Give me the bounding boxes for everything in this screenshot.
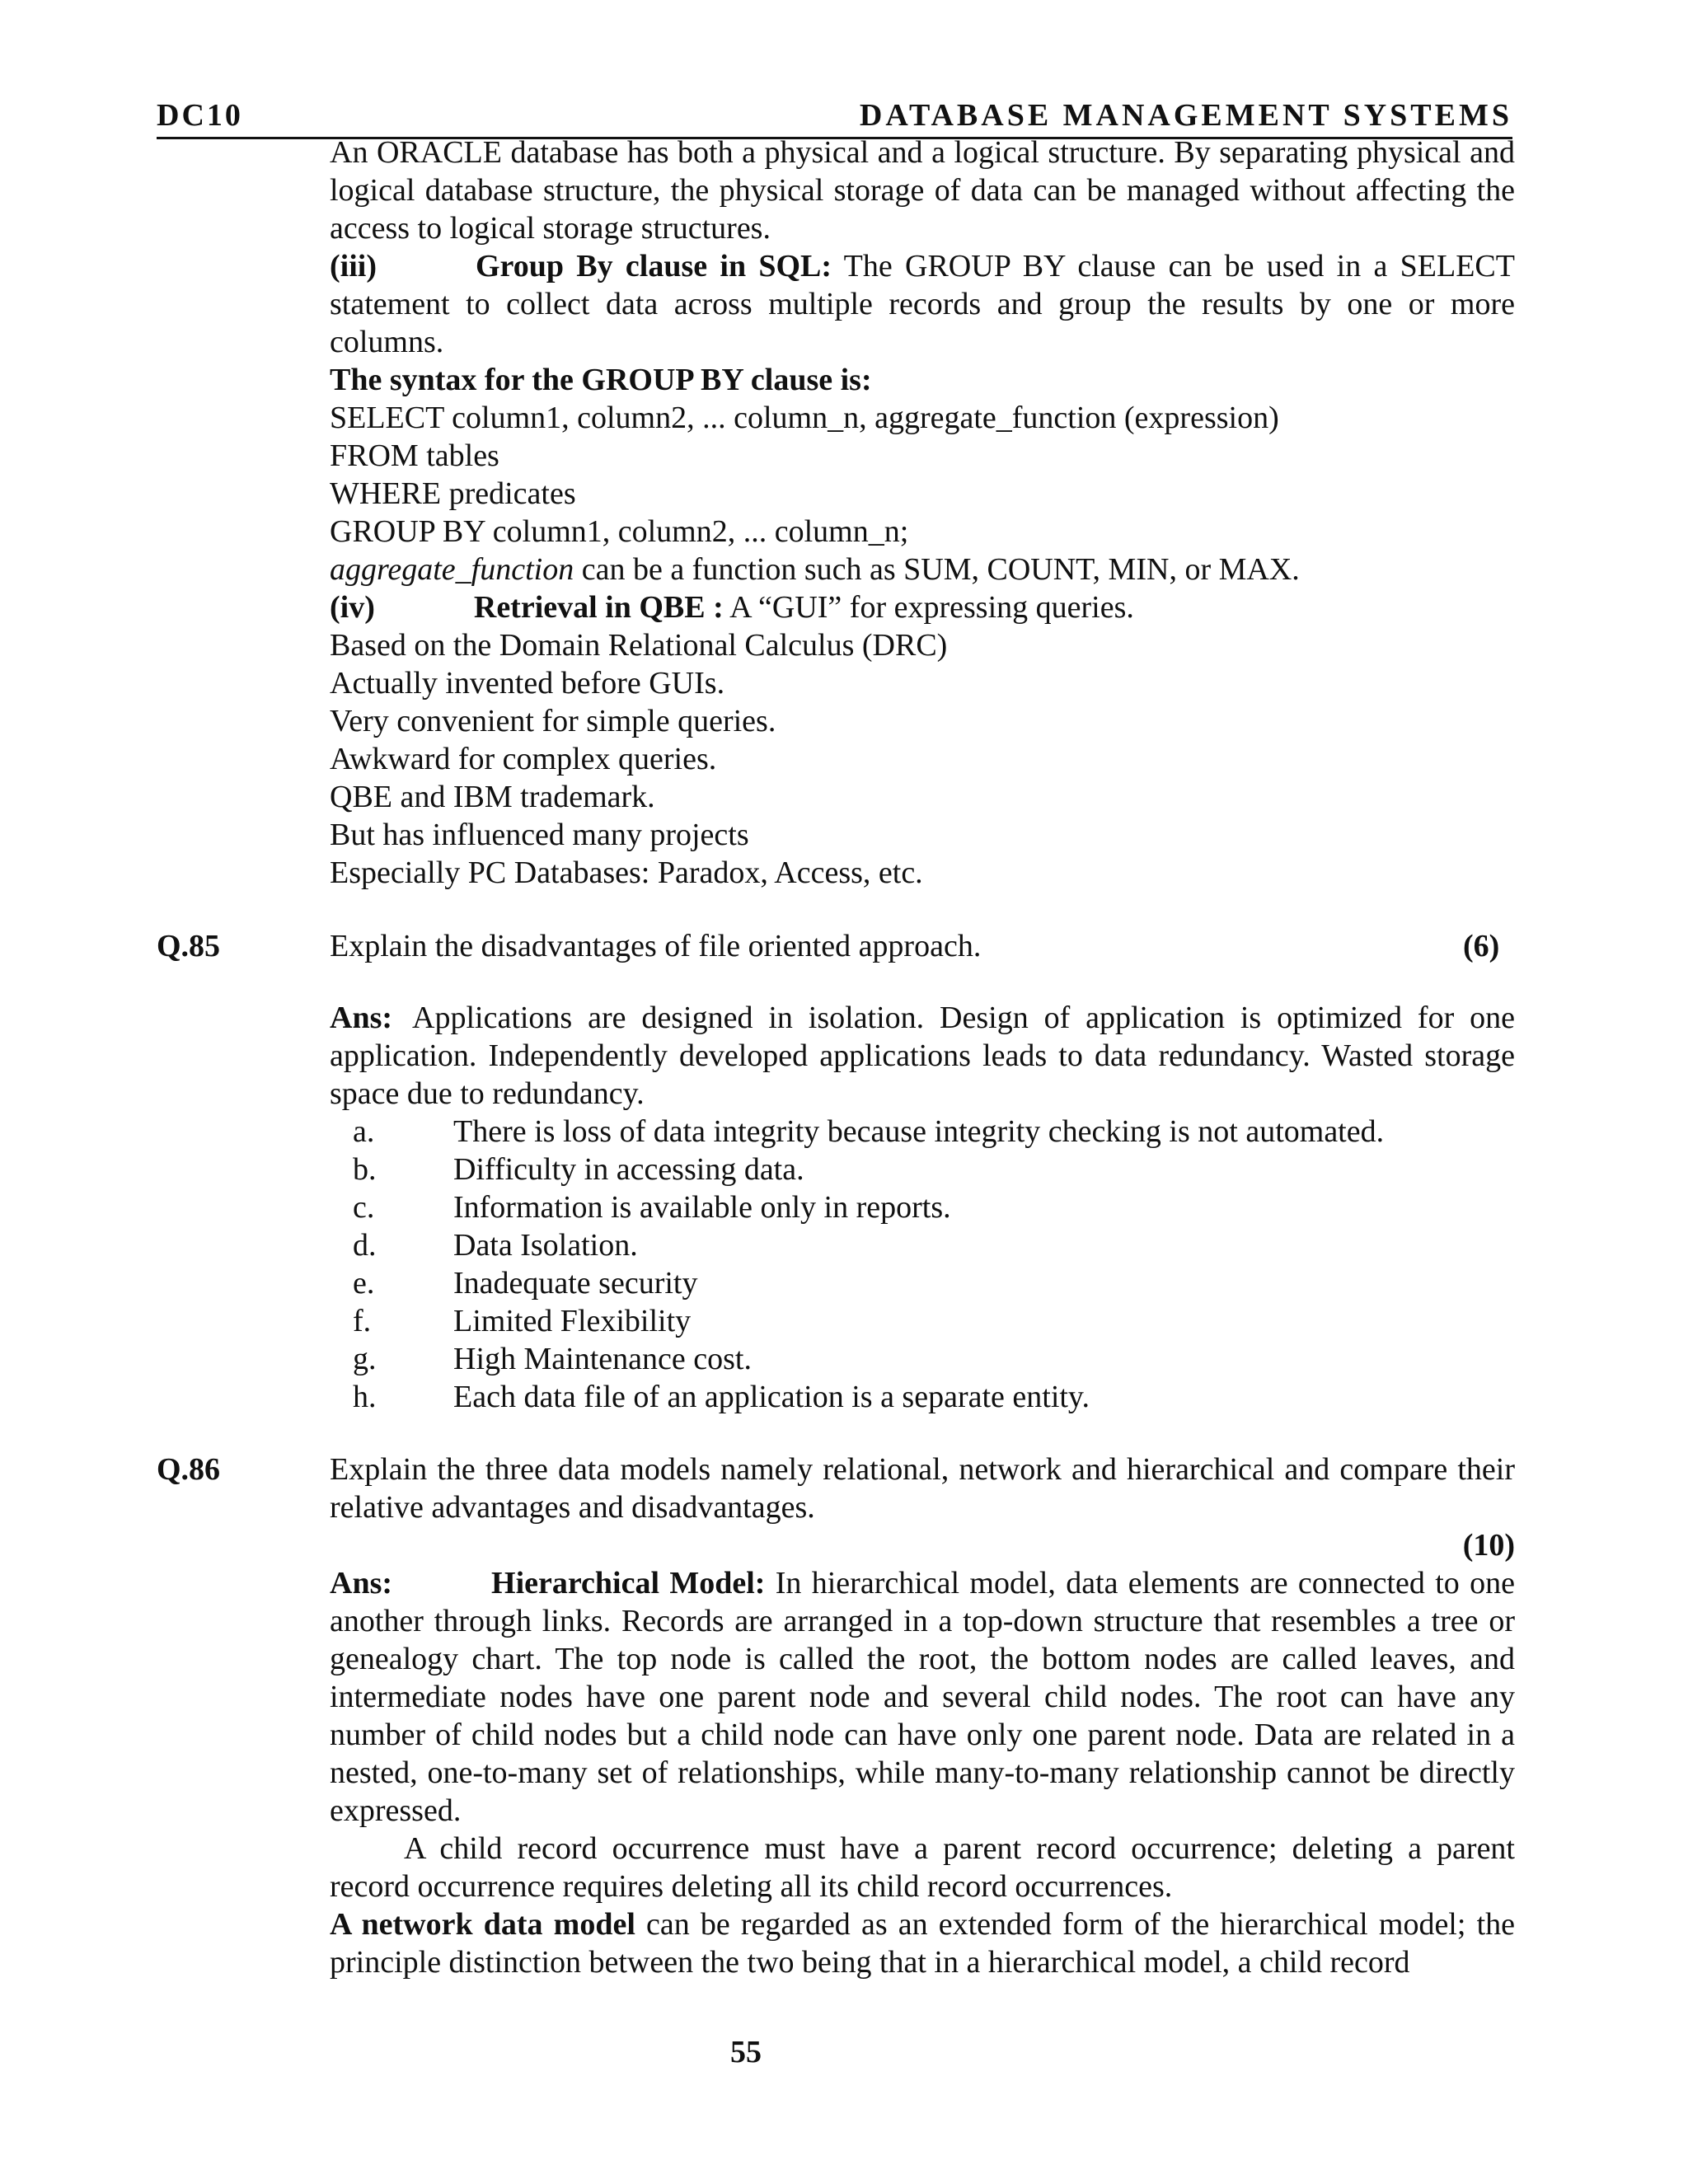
q85-question: Explain the disadvantages of file oriented approach. [330, 929, 982, 963]
syntax-line: SELECT column1, column2, ... column_n, aggregate_function (expression) [330, 401, 1279, 435]
syntax-line: FROM tables [330, 438, 499, 473]
qbe-line: Especially PC Databases: Paradox, Access, etc. [330, 855, 923, 890]
syntax-line: WHERE predicates [330, 476, 576, 511]
child-record-paragraph: A child record occurrence must have a parent record occurrence; deleting a parent record occurrence requires deleting all its child record occurrences. [330, 1831, 1515, 1904]
qbe-number: (iv) [330, 590, 375, 625]
qbe-line: Awkward for complex queries. [330, 742, 717, 776]
list-item: f. Limited Flexibility [353, 1304, 692, 1338]
intro-section [330, 134, 1515, 892]
q85-answer-text: Ans: Applications are designed in isolation. Design of application is optimized for one application. Independently developed applications leads to data redundancy. Wasted storage space due to redundancy. [330, 1001, 1515, 1111]
list-item: d. Data Isolation. [353, 1228, 638, 1263]
q86-marks: (10) [1462, 1528, 1515, 1563]
answer-label: Ans: [330, 1566, 393, 1601]
qbe-paragraph [330, 588, 1515, 626]
aggregate-term: aggregate_function [330, 552, 574, 587]
q85-answer [330, 999, 1515, 1416]
syntax-line: GROUP BY column1, column2, ... column_n; [330, 514, 909, 549]
groupby-title: Group By clause in SQL: [475, 249, 832, 284]
groupby-number: (iii) [330, 249, 377, 284]
course-code: DC10 [157, 98, 243, 133]
list-item: a. There is loss of data integrity because integrity checking is not automated. [353, 1114, 1385, 1149]
qbe-line: But has influenced many projects [330, 818, 749, 852]
q86-question: Explain the three data models namely relational, network and hierarchical and compare their relative advantages and disadvantages. (10) Ans: Hierarchical Model: In hierarchical model, data elements are connected to one another through links. Records are arranged in a top-down structure that resembles a tree or genealogy chart. The top node is called the root, the bottom nodes are called leaves, and intermediate nodes have one parent node and several child nodes. The root can have any number of child nodes but a child node can have only one parent node. Data are related in a nested, one-to-many set of relationships, while many-to-many relationship cannot be directly expressed. A child record occurrence must have a parent record occurrence; deleting a parent record occurrence requires deleting all its child record occurrences. A network data model can be regarded as an extended form of the hierarchical model; the principle distinction between the two being that in a hierarchical model, a child record [330, 1452, 1515, 1980]
answer-label: Ans: [330, 1001, 393, 1035]
hierarchical-title: Hierarchical Model: [491, 1566, 766, 1601]
list-item: c. Information is available only in reports. [353, 1190, 951, 1225]
groupby-paragraph [330, 247, 1515, 361]
oracle-paragraph: An ORACLE database has both a physical and a logical structure. By separating physical and logical database structure, the physical storage of data can be managed without affecting the access to logical storage structures. [330, 135, 1515, 246]
groupby-text: The GROUP BY clause can be used in a SELECT statement to collect data across multiple records and group the results by one or more columns. [330, 249, 1515, 359]
qbe-title: Retrieval in QBE : [473, 590, 724, 625]
syntax-heading: The syntax for the GROUP BY clause is: [330, 363, 872, 397]
list-item: e. Inadequate security [353, 1266, 698, 1301]
question-label-85: Q.85 [157, 929, 221, 963]
qbe-line: Very convenient for simple queries. [330, 704, 776, 738]
course-title: DATABASE MANAGEMENT SYSTEMS [859, 98, 1512, 133]
list-item: b. Difficulty in accessing data. [353, 1152, 804, 1187]
q85-marks: (6) [1463, 929, 1500, 963]
question-label-86: Q.86 [157, 1452, 221, 1487]
disadvantages-list [330, 1113, 1515, 1416]
network-title: A network data model [330, 1907, 635, 1942]
qbe-line: QBE and IBM trademark. [330, 780, 655, 814]
qbe-line: Actually invented before GUIs. [330, 666, 725, 701]
hierarchical-paragraph: Ans: Hierarchical Model: In hierarchical model, data elements are connected to one another through links. Records are arranged in a top-down structure that resembles a tree or genealogy chart. The top node is called the root, the bottom nodes are called leaves, and intermediate nodes have one parent node and several child nodes. The root can have any number of child nodes but a child node can have only one parent node. Data are related in a nested, one-to-many set of relationships, while many-to-many relationship cannot be directly expressed. [330, 1566, 1515, 1828]
qbe-text: A “GUI” for expressing queries. [723, 590, 1134, 625]
aggregate-note: aggregate_function can be a function such as SUM, COUNT, MIN, or MAX. [330, 552, 1300, 587]
page-number: 55 [730, 2035, 762, 2069]
network-paragraph: A network data model can be regarded as an extended form of the hierarchical model; the principle distinction between the two being that in a hierarchical model, a child record [330, 1907, 1515, 1980]
list-item: g. High Maintenance cost. [353, 1342, 752, 1376]
list-item: h. Each data file of an application is a separate entity. [353, 1380, 1090, 1414]
qbe-line: Based on the Domain Relational Calculus (DRC) [330, 628, 948, 663]
